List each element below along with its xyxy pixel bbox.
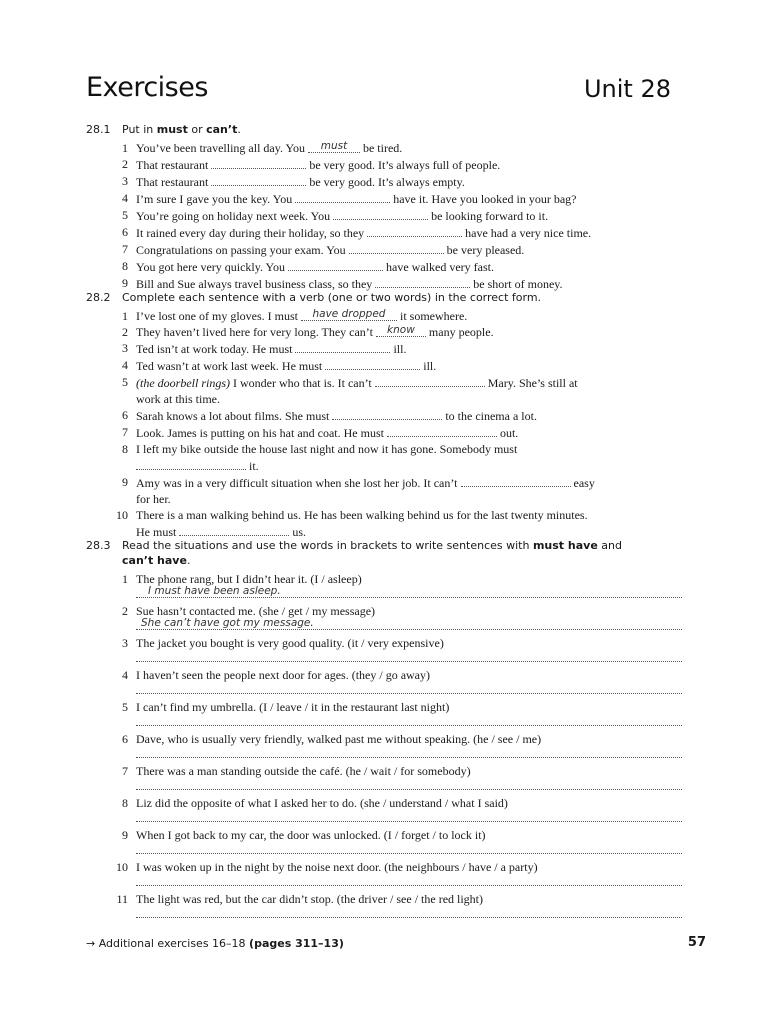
exercise-instruction: Read the situations and use the words in brackets to write sentences with must have and can’t have. xyxy=(122,539,622,567)
list-item: 10 There is a man walking behind us. He has been walking behind us for the last twenty minutes. xyxy=(116,508,588,522)
answer-line[interactable] xyxy=(136,661,682,662)
arrow-right-icon: → xyxy=(86,937,96,950)
answer-blank[interactable] xyxy=(375,275,470,288)
answer-line[interactable] xyxy=(136,757,682,758)
answer-line[interactable] xyxy=(136,853,682,854)
list-item-continued: it. xyxy=(86,457,682,474)
list-item: 8 You got here very quickly. You have walked very fast. xyxy=(122,259,494,274)
list-item: 7 Congratulations on passing your exam. You be very pleased. xyxy=(122,242,525,257)
answer-blank[interactable] xyxy=(375,374,485,387)
list-item-continued: He must us. xyxy=(136,525,307,539)
page-title: Exercises xyxy=(86,72,208,103)
list-item: 1 I’ve lost one of my gloves. I must have dropped it somewhere. xyxy=(122,308,468,323)
page-number: 57 xyxy=(687,935,706,950)
answer-blank[interactable] xyxy=(367,224,462,237)
exercise-heading xyxy=(86,122,682,137)
list-item: 7 There was a man standing outside the café. (he / wait / for somebody) xyxy=(86,763,682,795)
list-item: 5 (the doorbell rings) I wonder who that is. It can’t Mary. She’s still at xyxy=(122,375,578,390)
exercise-28-2 xyxy=(86,290,682,540)
answer-blank[interactable] xyxy=(295,340,390,353)
answer-line[interactable] xyxy=(136,693,682,694)
list-item: 3 That restaurant be very good. It’s always empty. xyxy=(122,174,465,189)
answer-blank[interactable] xyxy=(288,258,383,271)
answer-line[interactable] xyxy=(136,821,682,822)
list-item: 10 I was woken up in the night by the noise next door. (the neighbours / have / a party) xyxy=(86,859,682,891)
answer-blank[interactable] xyxy=(211,156,306,169)
answer-blank[interactable] xyxy=(333,207,428,220)
answer-blank[interactable] xyxy=(211,173,306,186)
exercise-instruction: Put in must or can’t. xyxy=(122,123,241,136)
answer-line[interactable] xyxy=(136,597,682,598)
exercise-instruction: Complete each sentence with a verb (one or two words) in the correct form. xyxy=(122,291,542,304)
list-item: 2 They haven’t lived here for very long. They can’t know many people. xyxy=(122,324,494,339)
answer-blank[interactable] xyxy=(387,424,497,437)
answer-line[interactable] xyxy=(136,725,682,726)
list-item: 3 Ted isn’t at work today. He must ill. xyxy=(122,341,407,356)
answer-blank[interactable] xyxy=(325,357,420,370)
answer-blank[interactable]: must xyxy=(308,140,360,153)
list-item: 4 I haven’t seen the people next door for ages. (they / go away) xyxy=(86,667,682,699)
additional-exercises-link[interactable]: → Additional exercises 16–18 (pages 311–13) xyxy=(86,937,344,950)
list-item: 6 Sarah knows a lot about films. She must to the cinema a lot. xyxy=(122,408,537,423)
list-item-continued: for her. xyxy=(136,492,171,506)
list-item: 3 The jacket you bought is very good quality. (it / very expensive) xyxy=(86,635,682,667)
list-item: 4 Ted wasn’t at work last week. He must ill. xyxy=(122,358,437,373)
exercise-number: 28.2 xyxy=(86,291,111,304)
list-item: 9 Amy was in a very difficult situation when she lost her job. It can’t easy xyxy=(122,475,595,490)
answer-line[interactable] xyxy=(136,789,682,790)
list-item: 6 Dave, who is usually very friendly, walked past me without speaking. (he / see / me) xyxy=(86,731,682,763)
list-item-continued: work at this time. xyxy=(136,392,220,406)
list-item: 7 Look. James is putting on his hat and coat. He must out. xyxy=(122,425,519,440)
list-item: 5 I can’t find my umbrella. (I / leave / it in the restaurant last night) xyxy=(86,699,682,731)
exercise-heading xyxy=(86,290,682,305)
answer-line[interactable] xyxy=(136,917,682,918)
exercise-number: 28.1 xyxy=(86,123,111,136)
list-item: 9 When I got back to my car, the door was unlocked. (I / forget / to lock it) xyxy=(86,827,682,859)
answer-blank[interactable]: know xyxy=(376,324,426,337)
answer-blank[interactable] xyxy=(349,241,444,254)
list-item: 6 It rained every day during their holiday, so they have had a very nice time. xyxy=(122,225,592,240)
exercise-28-1 xyxy=(86,122,682,292)
handwritten-answer: I must have been asleep. xyxy=(148,585,281,597)
list-item: 1 You’ve been travelling all day. You must be tired. xyxy=(122,140,403,155)
exercise-28-3 xyxy=(86,538,682,923)
answer-blank[interactable] xyxy=(136,457,246,470)
list-item: 2 Sue hasn’t contacted me. (she / get / my message) She can’t have got my message. xyxy=(86,603,682,635)
exercise-heading xyxy=(86,538,682,568)
answer-blank[interactable] xyxy=(179,523,289,536)
answer-line[interactable] xyxy=(136,629,682,630)
handwritten-answer: She can’t have got my message. xyxy=(141,617,314,629)
answer-blank[interactable] xyxy=(461,474,571,487)
list-item: 9 Bill and Sue always travel business class, so they be short of money. xyxy=(122,276,563,291)
list-item: 4 I’m sure I gave you the key. You have it. Have you looked in your bag? xyxy=(122,191,577,206)
list-item: 1 The phone rang, but I didn’t hear it. (I / asleep) I must have been asleep. xyxy=(86,571,682,603)
exercise-number: 28.3 xyxy=(86,539,111,552)
list-item: 5 You’re going on holiday next week. You be looking forward to it. xyxy=(122,208,549,223)
unit-label: Unit 28 xyxy=(583,75,671,103)
list-item: 2 That restaurant be very good. It’s always full of people. xyxy=(122,157,501,172)
list-item: 8 Liz did the opposite of what I asked her to do. (she / understand / what I said) xyxy=(86,795,682,827)
answer-blank[interactable]: have dropped xyxy=(301,308,397,321)
list-item: 8 I left my bike outside the house last night and now it has gone. Somebody must xyxy=(122,442,518,456)
answer-line[interactable] xyxy=(136,885,682,886)
list-item: 11 The light was red, but the car didn’t stop. (the driver / see / the red light) xyxy=(86,891,682,923)
answer-blank[interactable] xyxy=(332,407,442,420)
answer-blank[interactable] xyxy=(295,190,390,203)
